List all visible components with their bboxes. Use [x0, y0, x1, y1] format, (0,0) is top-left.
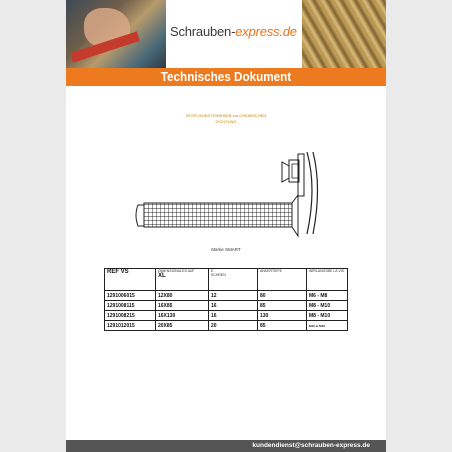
- cell-diameter: 16: [209, 301, 258, 311]
- page-title: Technisches Dokument: [160, 69, 292, 84]
- header-dim: DIMENSIONALES AUF: [158, 269, 195, 273]
- product-title-line-1: VESPI-INJEKTIONSSIEB zur CHEMISCHEN: [185, 113, 267, 118]
- cell-dim: 16X130: [156, 311, 209, 321]
- cell-diameter: 16: [209, 311, 258, 321]
- screws-photo: [302, 0, 386, 68]
- cell-length: 130: [258, 311, 307, 321]
- title-bar: [66, 68, 386, 86]
- anchor-sleeve-drawing: [132, 148, 322, 240]
- sleeve-body: [136, 195, 298, 236]
- table-row: [105, 321, 348, 331]
- cell-thread: M8 - M10: [307, 301, 348, 311]
- cell-thread: M8 - M10: [307, 311, 348, 321]
- logo-accent-text: express.de: [235, 24, 297, 39]
- cell-ref: 1291012015: [105, 321, 156, 331]
- workshop-photo: [66, 0, 166, 68]
- header-dim-xl: XL: [158, 273, 166, 279]
- support-email-link[interactable]: kundendienst@schrauben-express.de: [252, 442, 370, 449]
- logo-brand-text: Schrauben-: [170, 24, 236, 39]
- cell-length: 85: [258, 321, 307, 331]
- table-header-row: [105, 269, 348, 291]
- cell-ref: 1291006015: [105, 291, 156, 301]
- header-anker: ANKERTIEFE: [260, 269, 282, 273]
- brand-label: Marke SMART: [211, 247, 241, 252]
- document-page: [66, 0, 386, 452]
- product-title-line-2: DICHTUNG: [215, 119, 237, 124]
- spec-table: [104, 268, 348, 331]
- product-title: [146, 113, 306, 125]
- table-row: [105, 301, 348, 311]
- cell-ref: 1291008115: [105, 301, 156, 311]
- table-row: [105, 311, 348, 321]
- cell-dim: 20X85: [156, 321, 209, 331]
- header-schr: SCHREN: [211, 273, 226, 277]
- cell-length: 80: [258, 291, 307, 301]
- cell-diameter: 12: [209, 291, 258, 301]
- table-row: [105, 291, 348, 301]
- header-e: E: [211, 269, 214, 273]
- cell-ref: 1291008215: [105, 311, 156, 321]
- cell-thread: M6 - M8: [307, 291, 348, 301]
- brand-logo[interactable]: [170, 24, 297, 39]
- cell-length: 85: [258, 301, 307, 311]
- cell-diameter: 20: [209, 321, 258, 331]
- header-ref: REF VS: [107, 269, 129, 275]
- header-banner: [66, 0, 386, 68]
- cell-thread: M12 et M16: [307, 321, 348, 331]
- header-gew: WIRLANGSBE LA VIS: [309, 269, 345, 273]
- cell-dim: 12X80: [156, 291, 209, 301]
- cell-dim: 16X85: [156, 301, 209, 311]
- footer-bar: [66, 440, 386, 452]
